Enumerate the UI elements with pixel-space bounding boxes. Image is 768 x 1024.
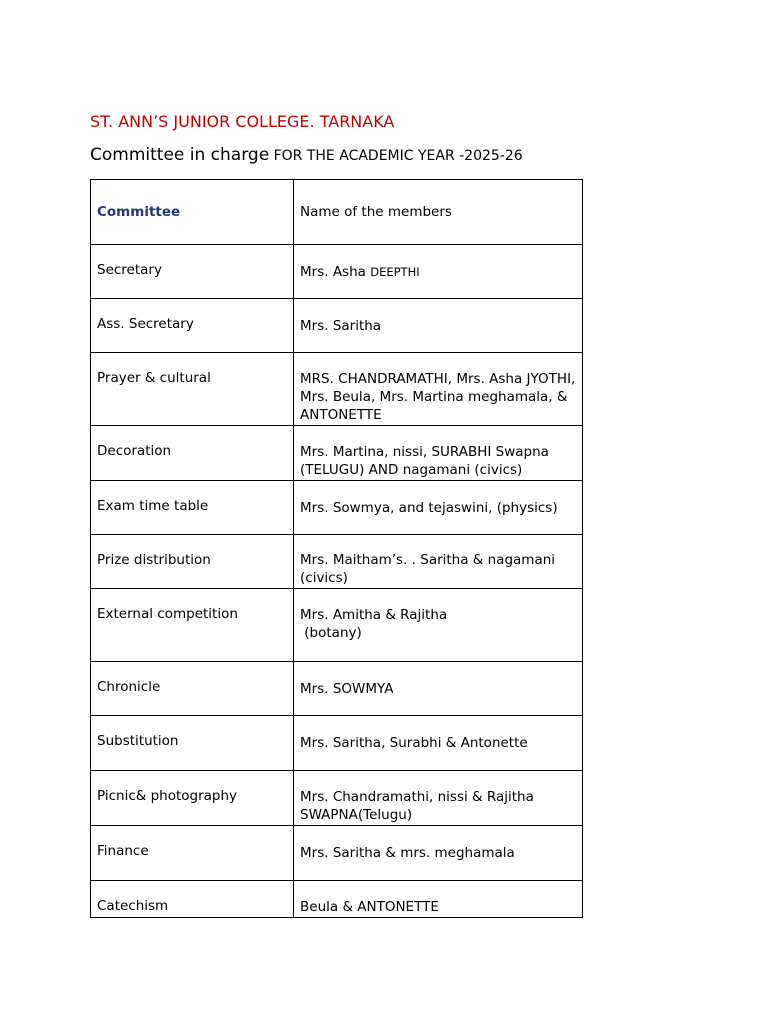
- subtitle-academic-year: FOR THE ACADEMIC YEAR -2025-26: [269, 148, 523, 164]
- college-title: ST. ANN’S JUNIOR COLLEGE. TARNAKA: [90, 112, 395, 131]
- members-cell: Mrs. Saritha, Surabhi & Antonette: [294, 716, 583, 771]
- committee-cell: Prayer & cultural: [91, 353, 294, 426]
- document-subtitle: [90, 145, 523, 165]
- table-row: [91, 426, 583, 481]
- members-cell: Mrs. Saritha & mrs. meghamala: [294, 826, 583, 881]
- members-text: Mrs. Asha: [300, 263, 366, 280]
- committee-cell: Picnic& photography: [91, 771, 294, 826]
- table-row: [91, 771, 583, 826]
- members-line: (botany): [300, 625, 362, 641]
- committee-cell: Secretary: [91, 245, 294, 299]
- table-row: [91, 826, 583, 881]
- members-cell: Mrs. Sowmya, and tejaswini, (physics): [294, 481, 583, 535]
- members-cell: Mrs. SOWMYA: [294, 662, 583, 716]
- committee-cell: Prize distribution: [91, 535, 294, 589]
- table-row: [91, 245, 583, 299]
- members-cell: Mrs. Martina, nissi, SURABHI Swapna (TELUGU) AND nagamani (civics): [294, 426, 583, 481]
- table-row: [91, 535, 583, 589]
- committee-cell: Finance: [91, 826, 294, 881]
- table-row: [91, 353, 583, 426]
- committee-cell: Chronicle: [91, 662, 294, 716]
- committee-cell: Decoration: [91, 426, 294, 481]
- members-column-header: Name of the members: [294, 180, 583, 245]
- table-row: [91, 716, 583, 771]
- members-cell: Mrs. Saritha: [294, 299, 583, 353]
- members-line: Mrs. Amitha & Rajitha: [300, 607, 448, 623]
- committee-column-header: Committee: [91, 180, 294, 245]
- members-cell: [294, 589, 583, 662]
- committee-cell: External competition: [91, 589, 294, 662]
- table-row: [91, 481, 583, 535]
- committee-cell: Exam time table: [91, 481, 294, 535]
- table-row: [91, 662, 583, 716]
- subtitle-main: Committee in charge: [90, 145, 270, 165]
- table-row: [91, 589, 583, 662]
- committee-cell: Catechism: [91, 881, 294, 918]
- table-row: [91, 299, 583, 353]
- committee-table: [90, 179, 583, 918]
- table-row: [91, 881, 583, 918]
- committee-cell: Ass. Secretary: [91, 299, 294, 353]
- members-cell: MRS. CHANDRAMATHI, Mrs. Asha JYOTHI, Mrs. Beula, Mrs. Martina meghamala, & ANTONETTE: [294, 353, 583, 426]
- members-cell: [294, 245, 583, 299]
- members-cell: Mrs. Maitham’s. . Saritha & nagamani (civics): [294, 535, 583, 589]
- table-header-row: [91, 180, 583, 245]
- members-text-smallcaps: DEEPTHI: [370, 264, 420, 279]
- members-cell: Mrs. Chandramathi, nissi & Rajitha SWAPNA(Telugu): [294, 771, 583, 826]
- members-cell: Beula & ANTONETTE: [294, 881, 583, 918]
- committee-cell: Substitution: [91, 716, 294, 771]
